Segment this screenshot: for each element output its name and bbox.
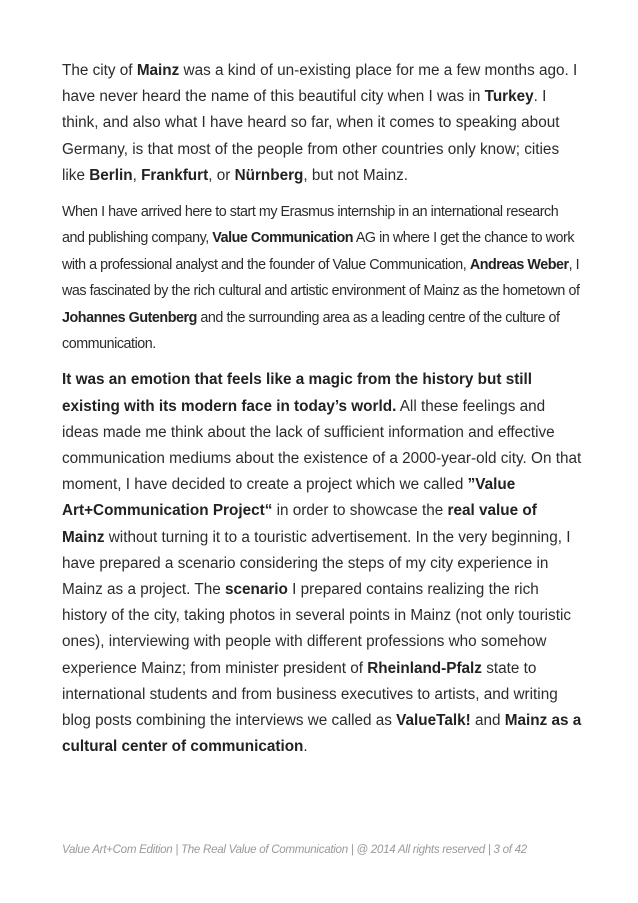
text-run: without turning it to a touristic advertisement. In the very beginning, I have prepared a scenario considering the steps of my city experience in Mainz as a project. The bbox=[62, 528, 571, 599]
paragraph-intro bbox=[62, 58, 582, 189]
text-run: and bbox=[470, 712, 505, 730]
text-run: When I have arrived here to start my Erasmus internship in an international research and publishing company, bbox=[62, 204, 559, 247]
bold-text: Rheinland-Pfalz bbox=[367, 659, 482, 677]
text-run: AG in where I get the chance to work with a professional analyst and the founder of Value Communication, bbox=[62, 230, 575, 273]
paragraph-internship bbox=[62, 199, 582, 357]
text-run: , I was fascinated by the rich cultural and artistic environment of Mainz as the hometown of bbox=[62, 256, 580, 300]
bold-text: ValueTalk! bbox=[396, 712, 471, 730]
bold-text: Frankfurt bbox=[141, 166, 209, 184]
text-run: and the surrounding area as a leading centre of the culture of communication. bbox=[62, 309, 560, 353]
text-run: in order to showcase the bbox=[272, 502, 448, 520]
page-footer: Value Art+Com Edition | The Real Value of Communication | @ 2014 All rights reserved | 3 of 42 bbox=[62, 843, 527, 856]
bold-text: real value of Mainz bbox=[62, 502, 537, 546]
page-content bbox=[62, 58, 582, 761]
bold-text: Mainz bbox=[136, 62, 180, 79]
text-run: was a kind of un-existing place for me a few months ago. I have never heard the name of this beautiful city when I was in bbox=[62, 62, 578, 106]
bold-text: ”Value Art+Communication Project“ bbox=[62, 476, 516, 520]
bold-text: Value Communication bbox=[212, 230, 354, 247]
bold-text: scenario bbox=[224, 581, 288, 599]
text-run: All these feelings and ideas made me think about the lack of sufficient information and effective communication mediums about the existence of a 2000-year-old city. On that moment, I have decided to create a project which we called bbox=[62, 397, 582, 494]
bold-text: Turkey bbox=[484, 88, 534, 106]
bold-text: Johannes Gutenberg bbox=[62, 309, 197, 326]
paragraph-project bbox=[62, 367, 582, 760]
bold-text: Nürnberg bbox=[234, 166, 304, 184]
text-run: , or bbox=[208, 166, 235, 184]
bold-text: Andreas Weber bbox=[469, 256, 569, 273]
text-run: , but not Mainz. bbox=[303, 166, 408, 184]
text-run: , bbox=[132, 166, 142, 184]
bold-text: It was an emotion that feels like a magic from the history but still existing with its modern face in today’s world. bbox=[62, 371, 533, 415]
bold-text: Mainz as a cultural center of communication bbox=[62, 712, 582, 756]
text-run: I prepared contains realizing the rich history of the city, taking photos in several points in Mainz (not only touristic ones), interviewing with people with different professions who somehow experience Mainz; from minister president of bbox=[62, 581, 572, 677]
text-run: . I think, and also what I have heard so far, when it comes to speaking about Germany, is that most of the people from other countries only know; cities like bbox=[62, 88, 560, 184]
text-run: The city of bbox=[62, 62, 137, 79]
bold-text: Berlin bbox=[89, 166, 133, 184]
text-run: state to international students and from business executives to artists, and writing blog posts combining the interviews we called as bbox=[62, 659, 558, 730]
text-run: . bbox=[303, 738, 308, 756]
